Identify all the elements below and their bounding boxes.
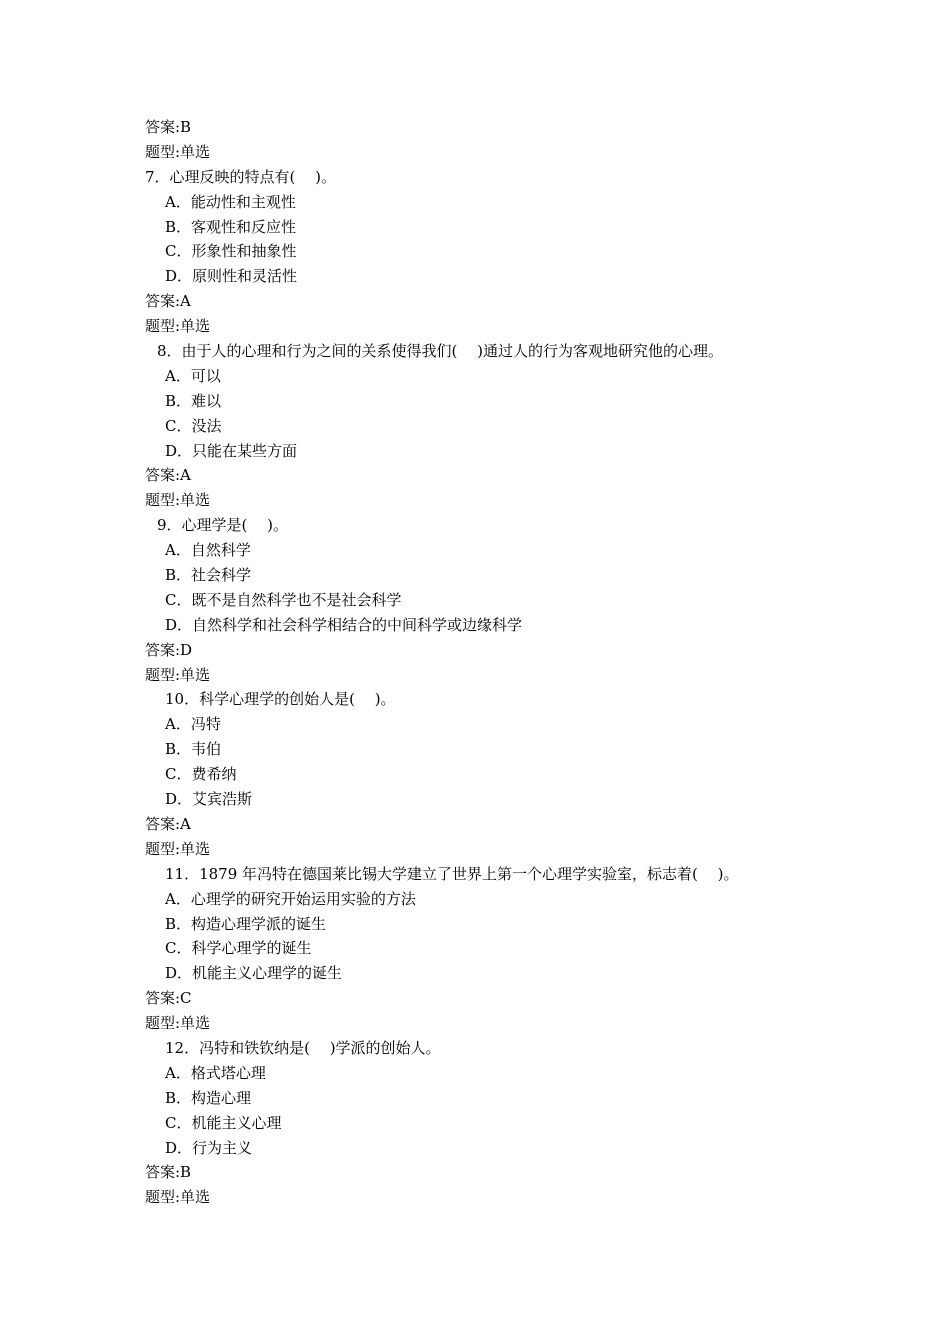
option-c: C．机能主义心理 — [165, 1113, 282, 1132]
question-text: 12．冯特和铁钦纳是( )学派的创始人。 — [165, 1038, 441, 1057]
question-text: 9．心理学是( )。 — [157, 516, 289, 535]
option-c: C．费希纳 — [165, 765, 237, 784]
option-a: A．格式塔心理 — [165, 1063, 266, 1082]
option-b: B．构造心理学派的诞生 — [165, 914, 327, 933]
option-d: D．行为主义 — [165, 1138, 253, 1157]
option-d: D．机能主义心理学的诞生 — [165, 964, 343, 983]
question-type-line: 题型:单选 — [145, 491, 211, 510]
option-a: A．能动性和主观性 — [165, 192, 296, 211]
option-b: B．韦伯 — [165, 740, 222, 759]
question-type-line: 题型:单选 — [145, 839, 211, 858]
option-b: B．构造心理 — [165, 1088, 252, 1107]
document-content — [145, 115, 805, 1210]
option-c: C．没法 — [165, 416, 222, 435]
option-a: A．心理学的研究开始运用实验的方法 — [165, 889, 416, 908]
question-type-line: 题型:单选 — [145, 665, 211, 684]
option-b: B．社会科学 — [165, 566, 252, 585]
option-d: D．原则性和灵活性 — [165, 267, 298, 286]
question-type-line: 题型:单选 — [145, 1014, 211, 1033]
option-c: C．形象性和抽象性 — [165, 242, 297, 261]
question-text: 10．科学心理学的创始人是( )。 — [165, 690, 396, 709]
answer-line: 答案:D — [145, 640, 193, 659]
option-d: D．自然科学和社会科学相结合的中间科学或边缘科学 — [165, 615, 523, 634]
option-a: A．冯特 — [165, 715, 221, 734]
answer-line: 答案:C — [145, 989, 192, 1008]
option-b: B．难以 — [165, 391, 222, 410]
option-d: D．只能在某些方面 — [165, 441, 298, 460]
option-c: C．既不是自然科学也不是社会科学 — [165, 590, 402, 609]
answer-line: 答案:A — [145, 292, 191, 311]
question-type-line: 题型:单选 — [145, 1188, 211, 1207]
question-text: 7．心理反映的特点有( )。 — [145, 167, 337, 186]
answer-line: 答案:A — [145, 814, 191, 833]
question-text: 11．1879 年冯特在德国莱比锡大学建立了世界上第一个心理学实验室，标志着( )。 — [165, 864, 739, 883]
option-a: A．可以 — [165, 366, 221, 385]
question-type-line: 题型:单选 — [145, 317, 211, 336]
option-d: D．艾宾浩斯 — [165, 790, 253, 809]
option-a: A．自然科学 — [165, 541, 251, 560]
question-type-line: 题型:单选 — [145, 142, 211, 161]
option-c: C．科学心理学的诞生 — [165, 939, 312, 958]
answer-line: 答案:A — [145, 466, 191, 485]
question-text: 8．由于人的心理和行为之间的关系使得我们( )通过人的行为客观地研究他的心理。 — [157, 342, 724, 361]
option-b: B．客观性和反应性 — [165, 217, 297, 236]
answer-line: 答案:B — [145, 118, 192, 136]
answer-line: 答案:B — [145, 1163, 192, 1182]
